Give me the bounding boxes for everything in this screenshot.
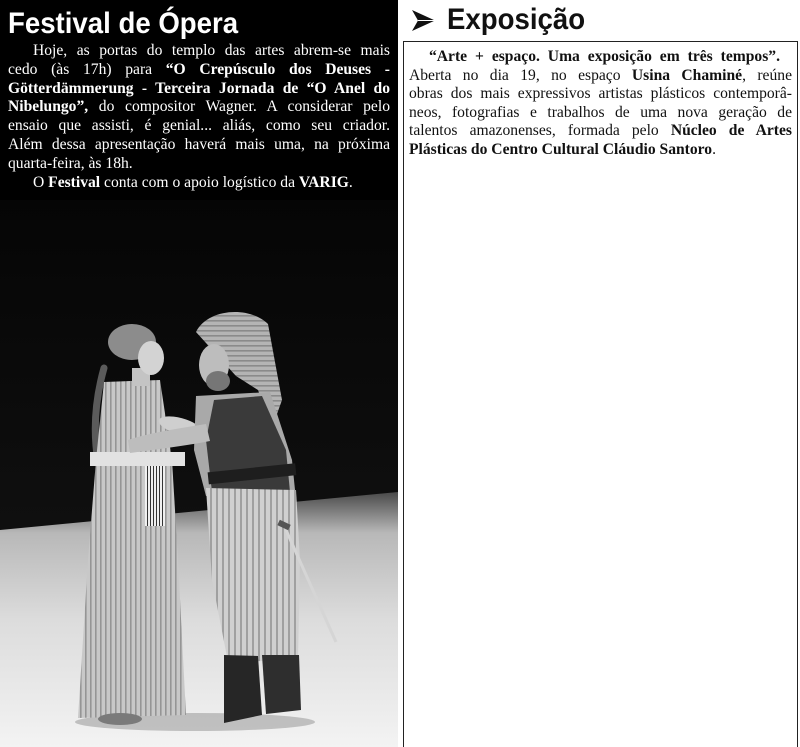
text-run: neos, fotografias e trabalhos de uma nova geração de <box>409 103 792 121</box>
exposicao-line <box>409 141 792 160</box>
text-run: conta com o apoio logístico da <box>100 173 299 191</box>
text-run: talentos amazonenses, formada pelo <box>409 122 671 140</box>
exposicao-line <box>409 48 792 67</box>
bold-run: Götterdämmerung - Terceira Jornada de “O Anel do <box>8 79 390 97</box>
text-run: O <box>33 173 49 191</box>
bold-run: Plásticas do Centro Cultural Cláudio Santoro <box>409 140 713 158</box>
bold-run: Festival <box>48 173 101 191</box>
exposicao-line <box>409 67 792 86</box>
text-run: do compositor Wagner. A considerar pelo <box>88 98 390 116</box>
exposicao-body <box>409 48 792 160</box>
festival-line <box>8 117 390 136</box>
text-run: Aberta no dia 19, no espaço <box>409 66 632 84</box>
arrow-bullet-icon <box>411 9 436 32</box>
bold-run: “Arte + espaço. Uma exposição em três tempos”. <box>429 48 780 65</box>
stage-floor <box>0 492 398 747</box>
festival-body <box>8 42 390 192</box>
man-boot-right <box>262 655 301 714</box>
woman-feet <box>98 713 142 725</box>
woman-face <box>138 341 164 375</box>
exposicao-line <box>409 85 792 104</box>
bold-run: Usina Chaminé <box>631 66 743 84</box>
festival-line <box>8 61 390 80</box>
exposicao-title: Exposição <box>447 3 586 36</box>
festival-line <box>8 98 390 117</box>
festival-panel <box>0 0 398 747</box>
exposicao-line <box>409 104 792 123</box>
man-boot-left <box>224 655 262 723</box>
bold-run: Nibelungo”, <box>8 98 89 116</box>
bold-run: VARIG <box>298 173 349 191</box>
festival-line <box>8 136 390 155</box>
text-run: . <box>712 140 717 158</box>
text-run: ensaio que assisti, é genial... aliás, como seu criador. <box>8 117 390 135</box>
text-run: obras dos mais expressivos artistas plásticos contemporâ- <box>409 85 792 103</box>
bold-run: Núcleo de Artes <box>670 122 792 140</box>
festival-line <box>8 42 390 61</box>
text-run: . <box>348 173 353 191</box>
text-run: Hoje, as portas do templo das artes abrem-se mais <box>33 42 390 59</box>
woman-fringe <box>145 466 165 526</box>
text-run: cedo (às 17h) para <box>8 60 166 78</box>
festival-line <box>8 155 390 174</box>
bold-run: “O Crepúsculo dos Deuses - <box>165 60 390 78</box>
opera-photo <box>0 200 398 747</box>
man-beard <box>206 371 230 391</box>
woman-sash <box>90 452 185 466</box>
text-run: , reúne <box>742 66 792 84</box>
festival-title: Festival de Ópera <box>8 7 239 40</box>
text-run: Além dessa apresentação haverá mais uma, na próxima <box>8 135 390 153</box>
festival-line <box>8 174 390 193</box>
festival-line <box>8 80 390 99</box>
exposicao-line <box>409 122 792 141</box>
text-run: quarta-feira, às 18h. <box>8 154 133 172</box>
